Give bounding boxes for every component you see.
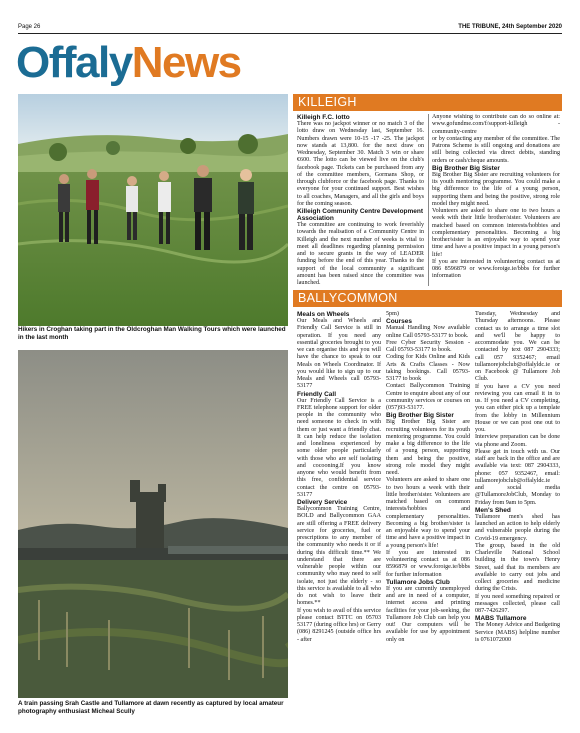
section-heading: Friendly Call	[297, 390, 337, 398]
header-rule	[18, 33, 562, 34]
train-caption: A train passing Srah Castle and Tullamore at dawn recently as captured by local amateur photography enthusiast Micheal Scully	[18, 700, 284, 715]
section-heading: Courses	[386, 318, 413, 326]
section-heading: MABS Tullamore	[475, 615, 527, 623]
hikers-photo	[18, 94, 288, 326]
paragraph: If you need something repaired or messages collected, please call 087-7426297.	[475, 593, 560, 614]
train-castle-photo	[18, 350, 288, 698]
section-heading: Killeigh Community Centre Development Association	[297, 208, 424, 222]
paragraph: If you are interested in volunteering contact us at 086 8596879 or www.foroige.ie/bbbs for further information	[432, 258, 560, 280]
paragraph: Please get in touch with us. Our staff are back in the office and are available via text: 087 2904333, phone: 057 9352467, email: tullamorejobclub@offalyldc.ie and social media @TullamoreJobClub, Monday to Friday from 9am to 5pm.	[475, 448, 560, 506]
section-heading: Tullamore Jobs Club	[386, 578, 450, 586]
paragraph: The group, based in the old Charleville National School building in the town's Henry Street, said that its members are available to carry out jobs and collect groceries and medicine during the Crisis.	[475, 542, 560, 593]
paragraph: Ballycommon Training Centre, BOLD and Ballycommon GAA are still offering a FREE delivery service for groceries, fuel or prescriptions to any member of the community who needs it or if during this difficult time.** We understand that there are vulnerable people within our community who may need to self isolate, not just the elderly - so this service is available to all who do not wish to leave their homes.**	[297, 506, 381, 607]
ballycommon-column-1	[297, 311, 381, 711]
paragraph: Manual Handling Now available online Call 05793-53177 to book.	[386, 325, 470, 339]
section-title-killeigh: KILLEIGH	[293, 94, 562, 111]
ballycommon-column-2	[386, 311, 470, 711]
paragraph: The committee are continuing to work feverishly towards the realisation of a Community Centre in Killeigh and the next number of weeks is vital to meet all deadlines regarding planning permission and to secure grants in the way of LEADER funding before the end of this year. Thanks to the support of the local community a significant amount has been raised since the committee was launched.	[297, 222, 424, 286]
paragraph: Anyone wishing to contribute can do so online at: www.gofundme.com/f/support-killeigh -community-centre	[432, 114, 560, 135]
hikers-caption: Hikers in Croghan taking part in the Oldcroghan Man Walking Tours which were launched in the last month	[18, 326, 286, 341]
paragraph: Big Brother Big Sister are recruiting volunteers for its youth mentoring programme. You could make a big difference to the life of a young person, supporting them and being the positive, strong role model they might need.	[432, 171, 560, 207]
paragraph: or by contacting any member of the committee. The Patrons Scheme is still ongoing and donations are still being collected via direct debits, standing orders or cash/cheque amounts.	[432, 135, 560, 164]
paragraph: Tullamore men's shed has launched an action to help elderly and vulnerable people during the Covid-19 emergency.	[475, 513, 560, 542]
paragraph: Interview preparation can be done via phone and Zoom.	[475, 434, 560, 448]
masthead-offaly: Offaly	[16, 38, 132, 87]
paragraph: If you have a CV you need reviewing you can email it in to us. If you need a CV completing, you can either pick up a template from the lobby in Millennium House or we can post one out to you.	[475, 383, 560, 433]
paragraph: Big Brother Big Sister are recruiting volunteers for its youth mentoring programme. You could make a big difference to the life of a young person, supporting them and being the positive, strong role model they might need.	[386, 419, 470, 476]
paragraph: If you are interested in volunteering contact us at 086 8596879 or www.foroige.ie/bbbs for further information	[386, 549, 470, 578]
masthead	[16, 38, 241, 88]
section-heading: Delivery Service	[297, 499, 348, 506]
section-heading: Big Brother Big Sister	[432, 164, 500, 172]
paragraph: Coding for Kids Online and Kids Arts & Crafts Classes - Now taking bookings. Call 05793-53177 to book	[386, 354, 470, 382]
paragraph: Our Friendly Call Service is a FREE telephone support for older people in the community who need someone to check in with them or just want a friendly chat. It can help reduce the isolation and loneliness experienced by some older people particularly with those who are self isolating and cocooning.If you know anyone who would benefit from this free, confidential service contact the centre on 05793-53177	[297, 397, 381, 498]
paragraph: Tuesday, Wednesday and Thursday afternoons. Please contact us to arrange a time slot and we'll be happy to accommodate you. We can be contacted by text 087 2904333; call 057 9352467; email tullamorejobclub@offalyldc.ie or on Facebook @ Tullamore Job Club.	[475, 311, 560, 383]
masthead-news: News	[131, 38, 241, 87]
paragraph: Our Meals and Wheels and Friendly Call Service is still in operation. If you need any essential groceries brought to you we can organise this and you will have the chance to speak to our Meals on Wheels Coordinator. If you would like to sign up to our Meals and Wheels call 05793-53177	[297, 318, 381, 390]
paragraph: Contact Ballycommon Training Centre to enquire about any of our community services or courses on (057)93-53177.	[386, 383, 470, 411]
newspaper-date: THE TRIBUNE, 24th September 2020	[458, 24, 562, 30]
paragraph: There was no jackpot winner or no match 3 of the lotto draw on Wednesday last, September 16. Numbers drawn were 10-15 -17 -25. The jackpot now stands at 13,800. for the next draw on Wednesday, September 30. Match 3 win or share €600. The lotto can be viewed live on the club's facebook page. Tickets can be purchased from any of the committee members, Gormans Shop, or through clubforce or the facebook page. Thanks to everyone for your continued support. Best wishes to all coaches, Managers, and all the girls and boys for the coming season.	[297, 121, 424, 207]
paragraph: If you are currently unemployed and are in need of a computer, internet access and printing facilities for your job-seeking, the Tullamore Job Club can help you out! Our computers will be available for use by appointment only on	[386, 585, 470, 643]
section-heading: Men's Shed	[475, 506, 511, 514]
section-title-ballycommon: BALLYCOMMON	[293, 290, 562, 307]
paragraph: Volunteers are asked to share one to two hours a week with their little brother/sister. Volunteers are matched based on common interests/hobbies and complementary personalities. Becoming a big brother/sister is an enjoyable way to spend your time and have a positive impact in a young person's life!	[432, 208, 560, 258]
section-heading: Meals on Wheels	[297, 311, 350, 318]
paragraph: Volunteers are asked to share one to two hours a week with their little brother/sister. Volunteers are matched based on common interests/hobbies and complementary personalities. Becoming a big brother/sister is an enjoyable way to spend your time and have a positive impact in a young person's life!	[386, 477, 470, 549]
section-heading: Big Brother Big Sister	[386, 412, 454, 420]
paragraph: 5pm)	[386, 311, 399, 317]
killeigh-column-2	[432, 114, 560, 294]
paragraph: If you wish to avail of this service please contact BTTC on 05703 53177 (during office hrs) or Gerry (086) 8291245 (outside office hrs - after	[297, 607, 381, 643]
paragraph: The Money Advice and Budgeting Service (MABS) helpline number is 0761072000	[475, 622, 560, 643]
section-heading: Killeigh F.C. lotto	[297, 114, 350, 121]
ballycommon-column-3	[475, 311, 560, 711]
killeigh-column-1	[297, 114, 424, 286]
column-divider	[428, 114, 429, 286]
page-number: Page 26	[18, 24, 41, 30]
paragraph: Free Cyber Security Session - Call 05793-53177 to book.	[386, 339, 470, 353]
